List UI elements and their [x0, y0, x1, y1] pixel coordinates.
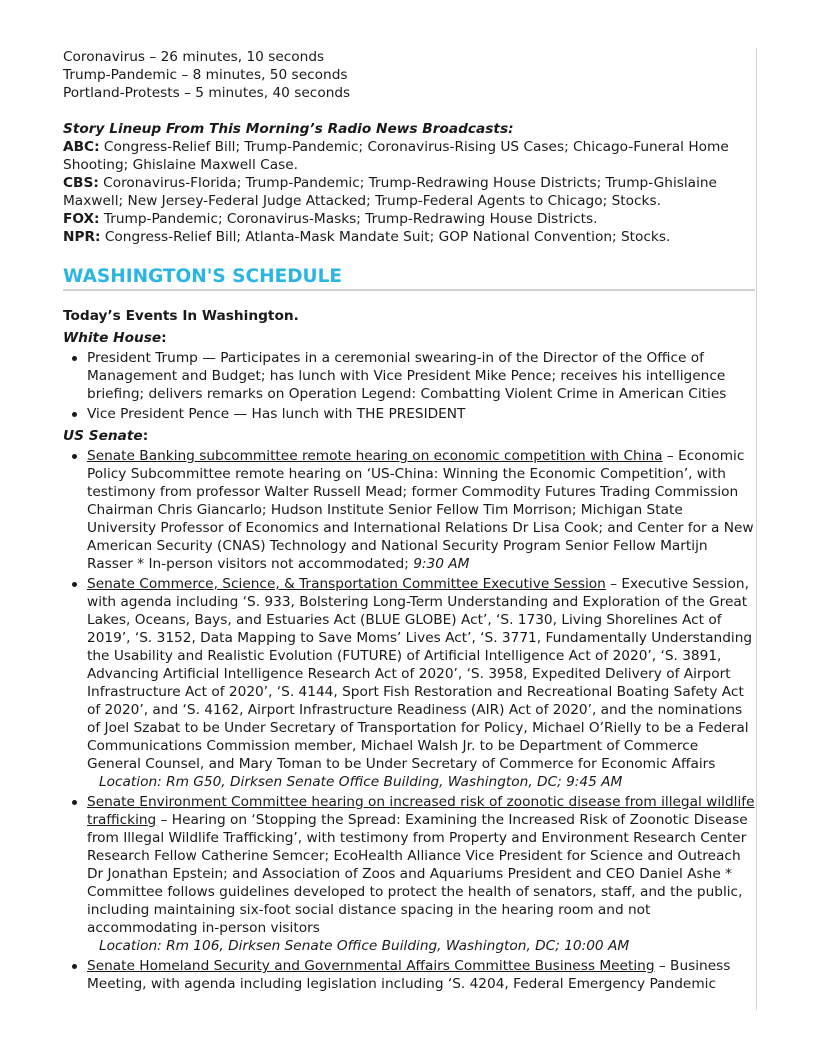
segment-line: Trump-Pandemic – 8 minutes, 50 seconds: [63, 67, 348, 83]
lineup-title: Story Lineup From This Morning’s Radio News Broadcasts:: [63, 121, 514, 137]
white-house-list: [63, 349, 755, 423]
list-item: President Trump — Participates in a ceremonial swearing-in of the Director of the Office of Management and Budget; has lunch with Vice President Mike Pence; receives his intelligence briefing; delivers remarks on Operation Legend: Combatting Violent Crime in American Cities: [63, 349, 755, 403]
segment-times: [63, 48, 755, 102]
list-item: [63, 793, 755, 955]
heading-colon: :: [142, 428, 149, 444]
event-location: Location: Rm G50, Dirksen Senate Office Building, Washington, DC; 9:45 AM: [99, 774, 623, 790]
network-name: CBS:: [63, 175, 99, 191]
segment-line: Coronavirus – 26 minutes, 10 seconds: [63, 49, 325, 65]
event-description: – Executive Session, with agenda including ‘S. 933, Bolstering Long-Term Understanding and Exploration of the Great Lakes, Oceans, Bays, and Estuaries Act (BLUE GLOBE) Act’, ‘S. 1730, Living Shorelines Act of 2019’, ‘S. 3152, Data Mapping to Save Moms’ Lives Act’, ‘S. 3771, Fundamentally Understanding the Usability and Realistic Evolution (FUTURE) of Artificial Intelligence Act of 2020’, ‘S. 3891, Advancing Artificial Intelligence Research Act of 2020’, ‘S. 3958, Expedited Delivery of Airport Infrastructure Act of 2020’, ‘S. 4144, Sport Fish Restoration and Recreational Boating Safety Act of 2020’, and ‘S. 4162, Airport Infrastructure Readiness (AIR) Act of 2020’, and the nominations of Joel Szabat to be Under Secretary of Transportation for Policy, Michael O’Rielly to be a Federal Communications Commission member, Michael Walsh Jr. to be Department of Commerce General Counsel, and Mary Toman to be Under Secretary of Commerce for Economic Affairs: [87, 576, 753, 772]
segment-line: Portland-Protests – 5 minutes, 40 seconds: [63, 85, 351, 101]
lineup-abc: [63, 138, 755, 174]
events-heading: Today’s Events In Washington.: [63, 308, 299, 324]
radio-lineup: [63, 120, 755, 246]
heading-colon: :: [161, 330, 167, 346]
list-item: Vice President Pence — Has lunch with THE PRESIDENT: [63, 405, 755, 423]
network-name: FOX:: [63, 211, 100, 227]
senate-label: US Senate: [63, 428, 143, 444]
event-time: 9:30 AM: [413, 556, 470, 572]
list-item: [63, 575, 755, 791]
senate-heading: [63, 427, 755, 445]
senate-list: [63, 447, 755, 993]
network-stories: Coronavirus-Florida; Trump-Pandemic; Trump-Redrawing House Districts; Trump-Ghislaine Maxwell; New Jersey-Federal Judge Attacked; Trump-Federal Agents to Chicago; Stocks.: [63, 175, 717, 209]
event-link[interactable]: Senate Environment Committee hearing on increased risk of zoonotic disease from illegal wildlife trafficking: [87, 794, 755, 828]
lineup-fox: [63, 210, 755, 228]
list-item: [63, 447, 755, 573]
spacer: [63, 102, 755, 120]
network-stories: Congress-Relief Bill; Trump-Pandemic; Coronavirus-Rising US Cases; Chicago-Funeral Home Shooting; Ghislaine Maxwell Case.: [63, 139, 729, 173]
event-link[interactable]: Senate Commerce, Science, & Transportation Committee Executive Session: [87, 576, 606, 592]
event-link[interactable]: Senate Banking subcommittee remote hearing on economic competition with China: [87, 448, 663, 464]
network-stories: Trump-Pandemic; Coronavirus-Masks; Trump-Redrawing House Districts.: [103, 211, 598, 227]
network-name: NPR:: [63, 229, 101, 245]
section-title: WASHINGTON'S SCHEDULE: [63, 266, 755, 291]
event-description: – Business Meeting, with agenda including legislation including ‘S. 4204, Federal Emergency Pandemic: [87, 958, 731, 992]
event-description: – Economic Policy Subcommittee remote hearing on ‘US-China: Winning the Economic Competition’, with testimony from professor Walter Russell Mead; former Commodity Futures Trading Commission Chairman Chris Giancarlo; Hudson Institute Senior Fellow Tim Morrison; Michigan State University Professor of Economics and International Relations Dr Lisa Cook; and Center for a New American Security (CNAS) Technology and National Security Program Senior Fellow Martijn Rasser * In-person visitors not accommodated;: [87, 448, 754, 572]
lineup-cbs: [63, 174, 755, 210]
white-house-heading: [63, 329, 755, 347]
newsletter-page: [63, 48, 755, 993]
list-item: [63, 957, 755, 993]
white-house-label: White House: [63, 330, 162, 346]
event-description: – Hearing on ‘Stopping the Spread: Examining the Increased Risk of Zoonotic Disease from Illegal Wildlife Trafficking’, with testimony from Property and Environment Research Center Research Fellow Catherine Semcer; EcoHealth Alliance Vice President for Science and Outreach Dr Jonathan Epstein; and Association of Zoos and Aquariums President and CEO Daniel Ashe * Committee follows guidelines developed to protect the health of senators, staff, and the public, including maintaining six-foot social distance spacing in the hearing room and not accommodating in-person visitors: [87, 812, 748, 936]
right-margin-rule: [756, 48, 757, 1010]
event-link[interactable]: Senate Homeland Security and Governmental Affairs Committee Business Meeting: [87, 958, 655, 974]
lineup-npr: [63, 228, 755, 246]
network-stories: Congress-Relief Bill; Atlanta-Mask Mandate Suit; GOP National Convention; Stocks.: [104, 229, 671, 245]
network-name: ABC:: [63, 139, 100, 155]
event-location: Location: Rm 106, Dirksen Senate Office Building, Washington, DC; 10:00 AM: [99, 938, 630, 954]
